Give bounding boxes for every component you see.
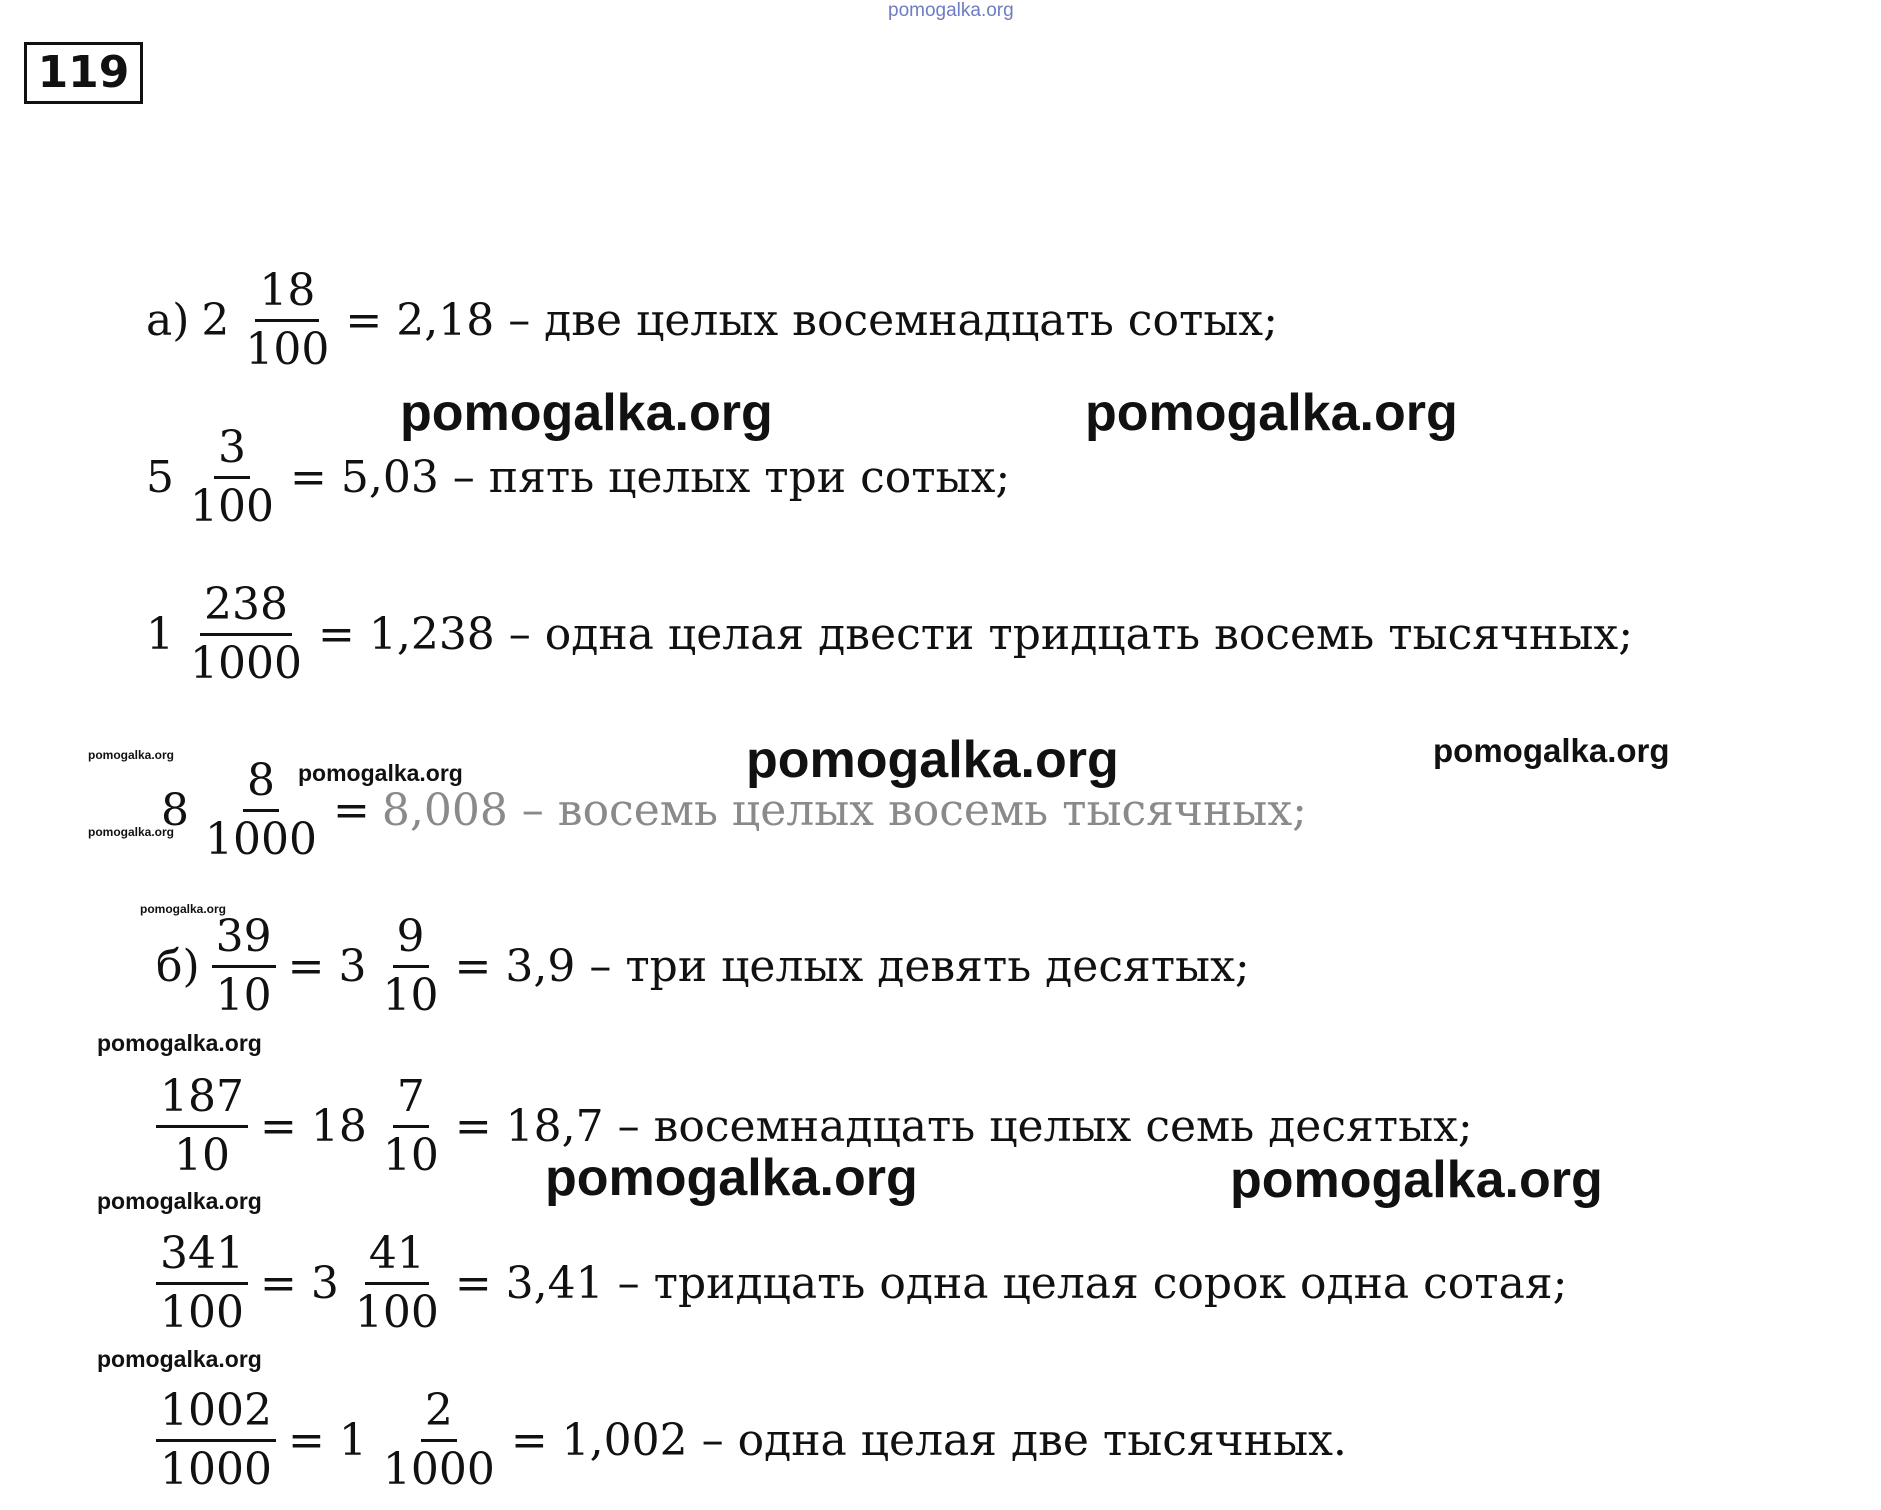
fraction-mixed [379,1383,499,1498]
watermark: pomogalka.org [1230,1151,1603,1209]
watermark: pomogalka.org [1085,384,1458,442]
denominator: 10 [215,969,272,1021]
denominator: 10 [173,1129,230,1181]
fraction-mixed [351,1226,443,1341]
denominator: 100 [245,323,330,375]
watermark: pomogalka.org [97,1188,262,1214]
result-text: = 3,41 – тридцать одна целая сорок одна сотая; [454,1257,1568,1309]
denominator: 100 [354,1286,439,1338]
denominator: 10 [382,969,439,1021]
whole-part: 5 [146,451,174,503]
watermark: pomogalka.org [298,760,463,786]
numerator: 7 [393,1069,429,1128]
numerator: 238 [200,577,292,636]
numerator: 9 [393,909,429,968]
denominator: 1000 [190,637,302,689]
watermark: pomogalka.org [400,384,773,442]
numerator: 39 [212,909,276,968]
denominator: 1000 [160,1443,272,1495]
whole-part: 2 [201,294,230,346]
numerator: 18 [255,263,319,322]
denominator: 10 [382,1129,439,1181]
fraction [186,420,278,535]
numerator: 8 [243,753,279,812]
fraction [186,577,306,692]
mixed-whole: = 3 [259,1257,339,1309]
result-text: = 5,03 – пять целых три сотых; [289,451,1011,503]
math-line-b3 [150,1213,1573,1353]
mixed-whole: = 3 [287,940,367,992]
math-line-b4 [150,1370,1353,1510]
equals-sign: = [332,784,370,836]
fraction [241,263,333,378]
watermark: pomogalka.org [1433,732,1670,769]
result-text-faded: 8,008 – восемь целых восемь тысячных; [381,784,1307,836]
mixed-whole: = 1 [287,1414,367,1466]
part-label-a: а) [146,294,190,346]
watermark: pomogalka.org [88,748,175,762]
problem-number: 119 [24,42,143,104]
watermark: pomogalka.org [97,1346,262,1372]
watermark: pomogalka.org [545,1149,918,1207]
denominator: 1000 [205,813,317,865]
math-line-a3 [140,564,1639,704]
fraction [156,1383,276,1498]
denominator: 100 [160,1286,244,1338]
watermark: pomogalka.org [140,902,227,916]
result-text: = 2,18 – две целых восемнадцать сотых; [345,294,1278,346]
fraction-mixed [379,1069,443,1184]
numerator: 1002 [156,1383,276,1442]
top-watermark: pomogalka.org [888,0,1014,21]
math-line-a1 [140,250,1284,390]
fraction-mixed [379,909,443,1024]
part-label-b: б) [156,940,200,992]
result-text: = 3,9 – три целых девять десятых; [454,940,1250,992]
result-text: = 1,238 – одна целая двести тридцать восемь тысячных; [317,608,1634,660]
numerator: 3 [214,420,250,479]
fraction [212,909,276,1024]
numerator: 41 [365,1226,429,1285]
whole-part: 8 [161,784,189,836]
result-text: = 1,002 – одна целая две тысячных. [510,1414,1347,1466]
result-text: = 18,7 – восемнадцать целых семь десятых; [454,1100,1473,1152]
mixed-whole: = 18 [259,1100,367,1152]
whole-part: 1 [146,608,174,660]
watermark: pomogalka.org [746,731,1119,789]
numerator: 187 [156,1069,248,1128]
fraction [156,1226,248,1341]
denominator: 1000 [382,1443,495,1495]
fraction [156,1069,248,1184]
numerator: 2 [421,1383,457,1442]
watermark: pomogalka.org [97,1030,262,1056]
numerator: 341 [156,1226,248,1285]
math-line-b1 [150,896,1256,1036]
watermark: pomogalka.org [88,825,175,839]
denominator: 100 [190,480,274,532]
